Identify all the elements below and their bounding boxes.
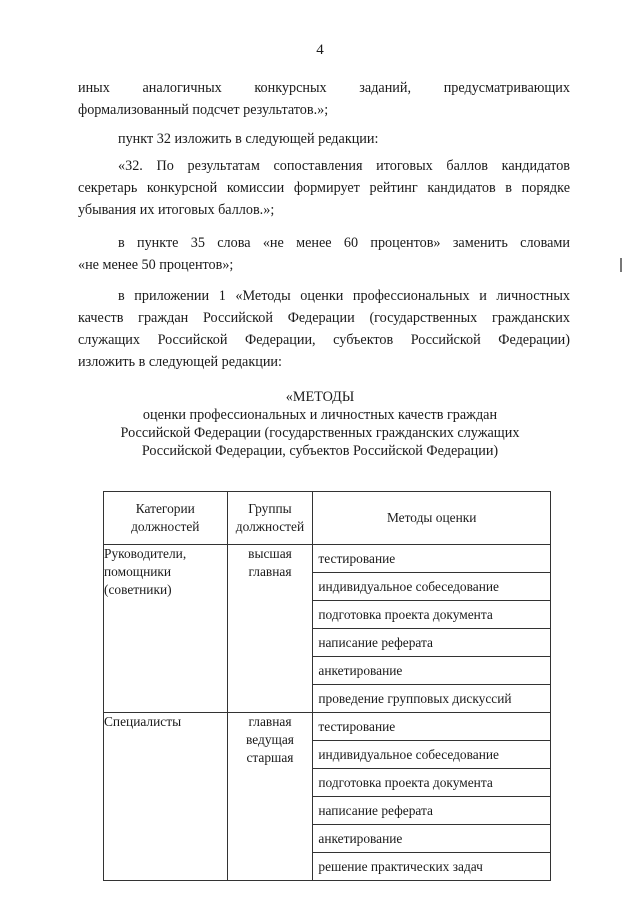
paragraph-1-line-1: иных аналогичных конкурсных заданий, предусматривающих [78,80,570,96]
method-item: написание реферата [313,797,550,825]
methods-table [103,491,551,881]
header-categories-line-1: Категории [135,501,195,516]
method-item: тестирование [313,545,550,573]
paragraph-3-line-1: «32. По результатам сопоставления итоговых баллов кандидатов [118,158,570,174]
paragraph-4-line-2: «не менее 50 процентов»; [78,257,234,273]
table-row [104,545,551,713]
paragraph-3-line-2: секретарь конкурсной комиссии формирует рейтинг кандидатов в порядке [78,180,570,196]
header-methods-label: Методы оценки [386,510,477,525]
paragraph-5 [78,285,570,373]
heading-title: «МЕТОДЫ [285,389,355,405]
header-categories [104,492,228,545]
paragraph-2 [78,128,570,150]
margin-mark [620,258,622,272]
heading-line-3: Российской Федерации, субъектов Российской Федерации) [141,443,499,459]
category-cell [104,545,228,713]
paragraph-5-line-2: качеств граждан Российской Федерации (государственных гражданских [78,310,570,326]
page-number: 4 [316,42,324,58]
method-item: подготовка проекта документа [313,601,550,629]
group-line: главная [248,714,292,729]
paragraph-1-line-2: формализованный подсчет результатов.»; [78,102,329,118]
table-row [104,713,551,881]
header-groups-line-2: должностей [235,519,305,534]
group-line: старшая [246,750,294,765]
category-line: Специалисты [104,714,182,729]
group-cell [227,545,313,713]
paragraph-5-line-4: изложить в следующей редакции: [78,354,282,370]
paragraph-4 [78,232,570,276]
header-methods [313,492,551,545]
method-item: написание реферата [313,629,550,657]
paragraph-2-line-1: пункт 32 изложить в следующей редакции: [118,131,379,147]
method-item: тестирование [313,713,550,741]
heading-line-1: оценки профессиональных и личностных качеств граждан [142,407,498,423]
heading-line-2: Российской Федерации (государственных гражданских служащих [120,425,520,441]
paragraph-4-line-1: в пункте 35 слова «не менее 60 процентов» заменить словами [118,235,570,251]
section-heading [0,388,640,460]
method-item: подготовка проекта документа [313,769,550,797]
group-line: ведущая [246,732,294,747]
paragraph-5-line-1: в приложении 1 «Методы оценки профессиональных и личностных [118,288,570,304]
method-item: анкетирование [313,825,550,853]
paragraph-3 [78,155,570,221]
methods-cell [313,545,551,713]
paragraph-3-line-3: убывания их итоговых баллов.»; [78,202,275,218]
methods-cell [313,713,551,881]
category-line: помощники [104,564,172,579]
paragraph-5-line-3: служащих Российской Федерации, субъектов Российской Федерации) [78,332,570,348]
method-item: индивидуальное собеседование [313,573,550,601]
paragraph-1 [78,77,570,121]
category-line: (советники) [104,582,172,597]
group-line: главная [248,564,292,579]
header-categories-line-2: должностей [131,519,200,534]
table-header-row [104,492,551,545]
header-groups-line-1: Группы [248,501,292,516]
group-cell [227,713,313,881]
header-groups [227,492,313,545]
category-line: Руководители, [104,546,187,561]
group-line: высшая [248,546,292,561]
method-item: проведение групповых дискуссий [318,691,512,706]
method-item: индивидуальное собеседование [313,741,550,769]
method-item: анкетирование [313,657,550,685]
method-item: решение практических задач [318,859,483,874]
category-cell [104,713,228,881]
